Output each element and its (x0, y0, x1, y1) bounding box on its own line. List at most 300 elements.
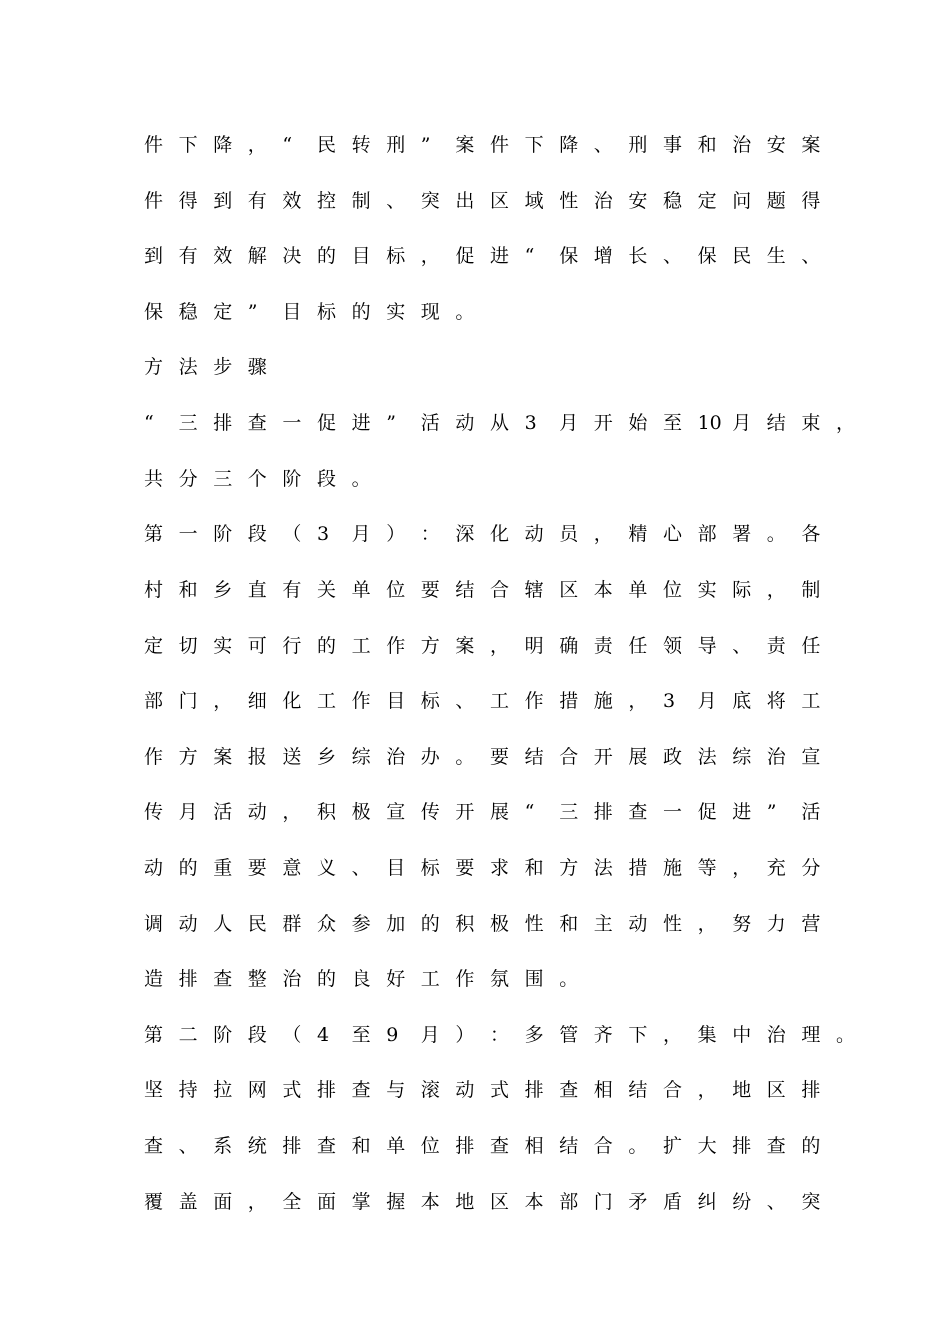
line-glyph: 二 (178, 1024, 198, 1046)
line-glyph: 乡 (317, 746, 337, 768)
line-glyph: 4 (317, 1024, 330, 1046)
line-glyph: 目 (386, 857, 406, 879)
line-glyph: 查 (144, 1135, 164, 1157)
line-glyph: 阶 (282, 468, 302, 490)
line-glyph: 现 (420, 301, 440, 323)
line-glyph: 查 (490, 1135, 510, 1157)
line-glyph: 分 (801, 857, 821, 879)
line-glyph: 施 (663, 857, 683, 879)
line-glyph: 系 (213, 1135, 233, 1157)
line-glyph: 村 (144, 579, 164, 601)
line-glyph: 3 (663, 690, 676, 712)
line-glyph: 治 (386, 746, 406, 768)
line-glyph: 意 (282, 857, 302, 879)
line-glyph: 合 (559, 746, 579, 768)
line-glyph: 3 (524, 412, 537, 434)
line-glyph: 到 (144, 245, 164, 267)
line-glyph: 相 (524, 1135, 544, 1157)
text-line (0, 856, 950, 896)
line-glyph: 细 (247, 690, 267, 712)
line-glyph: 动 (455, 412, 475, 434)
line-glyph: 作 (386, 635, 406, 657)
line-glyph: ） (455, 1024, 475, 1046)
line-glyph: 化 (490, 523, 510, 545)
line-glyph: （ (282, 523, 302, 545)
line-glyph: 查 (351, 1079, 371, 1101)
line-glyph: ： (420, 523, 440, 545)
text-line (0, 912, 950, 952)
line-glyph: 、 (455, 690, 475, 712)
line-glyph: 的 (178, 857, 198, 879)
line-glyph: 中 (732, 1024, 752, 1046)
line-glyph: 治 (732, 134, 752, 156)
line-glyph: 人 (213, 913, 233, 935)
line-glyph: 部 (697, 523, 717, 545)
line-glyph: 持 (178, 1079, 198, 1101)
line-glyph: 、 (801, 245, 821, 267)
line-glyph: 氛 (490, 968, 510, 990)
line-glyph: 治 (593, 190, 613, 212)
line-glyph: 标 (420, 690, 440, 712)
line-glyph: 、 (386, 190, 406, 212)
line-glyph: 盾 (663, 1191, 683, 1213)
line-glyph: 的 (420, 913, 440, 935)
line-glyph: ， (697, 913, 717, 935)
line-glyph: 参 (351, 913, 371, 935)
line-glyph: 查 (317, 1135, 337, 1157)
line-glyph: ） (386, 523, 406, 545)
text-line (0, 578, 950, 618)
line-glyph: 义 (317, 857, 337, 879)
line-glyph: ” (420, 134, 431, 156)
line-glyph: ： (490, 1024, 510, 1046)
line-glyph: 和 (524, 857, 544, 879)
line-glyph: 一 (282, 412, 302, 434)
line-glyph: 至 (663, 412, 683, 434)
line-glyph: 法 (178, 356, 198, 378)
line-glyph: 作 (455, 968, 475, 990)
line-glyph: 有 (247, 190, 267, 212)
line-glyph: 生 (766, 245, 786, 267)
line-glyph: 等 (697, 857, 717, 879)
line-glyph: 安 (766, 134, 786, 156)
line-glyph: 促 (455, 245, 475, 267)
line-glyph: 方 (420, 635, 440, 657)
line-glyph: ” (766, 801, 777, 823)
line-glyph: 政 (663, 746, 683, 768)
line-glyph: 民 (317, 134, 337, 156)
line-glyph: 充 (766, 857, 786, 879)
line-glyph: 的 (317, 635, 337, 657)
line-glyph: 作 (524, 690, 544, 712)
line-glyph: 和 (559, 913, 579, 935)
line-glyph: 安 (628, 190, 648, 212)
line-glyph: 。 (455, 301, 475, 323)
line-glyph: 宣 (801, 746, 821, 768)
line-glyph: 主 (593, 913, 613, 935)
line-glyph: 步 (213, 356, 233, 378)
line-glyph: 目 (282, 301, 302, 323)
line-glyph: ， (247, 134, 267, 156)
line-glyph: 排 (524, 1079, 544, 1101)
line-glyph: 开 (455, 801, 475, 823)
line-glyph: 活 (420, 412, 440, 434)
line-glyph: 题 (766, 190, 786, 212)
line-glyph: 查 (628, 801, 648, 823)
line-glyph: 门 (178, 690, 198, 712)
text-line (0, 467, 950, 507)
line-glyph: 管 (559, 1024, 579, 1046)
line-glyph: 合 (663, 1079, 683, 1101)
line-glyph: 件 (144, 134, 164, 156)
line-glyph: 得 (801, 190, 821, 212)
line-glyph: 可 (247, 635, 267, 657)
line-glyph: 盖 (178, 1191, 198, 1213)
line-glyph: 统 (247, 1135, 267, 1157)
line-glyph: 查 (213, 968, 233, 990)
line-glyph: 、 (593, 134, 613, 156)
line-glyph: 查 (559, 1079, 579, 1101)
line-glyph: ” (247, 301, 258, 323)
line-glyph: 段 (247, 1024, 267, 1046)
line-glyph: ” (386, 412, 396, 434)
line-glyph: 开 (593, 412, 613, 434)
line-glyph: 月 (178, 801, 198, 823)
line-glyph: “ (524, 801, 535, 823)
line-glyph: 本 (524, 1191, 544, 1213)
line-glyph: 精 (628, 523, 648, 545)
line-glyph: 多 (524, 1024, 544, 1046)
line-glyph: 求 (490, 857, 510, 879)
line-glyph: 扩 (663, 1135, 683, 1157)
line-glyph: 工 (801, 690, 821, 712)
line-glyph: 事 (663, 134, 683, 156)
line-glyph: 排 (593, 801, 613, 823)
line-glyph: “ (144, 412, 154, 434)
line-glyph: 。 (628, 1135, 648, 1157)
line-glyph: 。 (455, 746, 475, 768)
line-glyph: 部 (559, 1191, 579, 1213)
line-glyph: 全 (282, 1191, 302, 1213)
line-glyph: 标 (420, 857, 440, 879)
line-glyph: 长 (628, 245, 648, 267)
line-glyph: 一 (178, 523, 198, 545)
line-glyph: 个 (247, 468, 267, 490)
line-glyph: 际 (732, 579, 752, 601)
line-glyph: 结 (559, 1135, 579, 1157)
line-glyph: 本 (420, 1191, 440, 1213)
line-glyph: 实 (697, 579, 717, 601)
line-glyph: 加 (386, 913, 406, 935)
line-glyph: 民 (247, 913, 267, 935)
line-glyph: 展 (628, 746, 648, 768)
line-glyph: ， (420, 245, 440, 267)
line-glyph: 问 (732, 190, 752, 212)
line-glyph: 定 (213, 301, 233, 323)
line-glyph: 滚 (420, 1079, 440, 1101)
text-line (0, 133, 950, 173)
line-glyph: 。 (351, 468, 371, 490)
line-glyph: 动 (144, 857, 164, 879)
line-glyph: 明 (524, 635, 544, 657)
line-glyph: 面 (317, 1191, 337, 1213)
line-glyph: 方 (144, 356, 164, 378)
line-glyph: 位 (663, 579, 683, 601)
line-glyph: 切 (178, 635, 198, 657)
line-glyph: 施 (593, 690, 613, 712)
line-glyph: 工 (490, 690, 510, 712)
line-glyph: 齐 (593, 1024, 613, 1046)
line-glyph: 措 (559, 690, 579, 712)
line-glyph: 月 (559, 412, 579, 434)
line-glyph: 月 (732, 412, 752, 434)
text-line (0, 1078, 950, 1118)
line-glyph: 件 (144, 190, 164, 212)
line-glyph: 作 (144, 746, 164, 768)
line-glyph: 束 (801, 412, 821, 434)
line-glyph: 月 (420, 1024, 440, 1046)
line-glyph: 件 (490, 134, 510, 156)
line-glyph: 方 (178, 746, 198, 768)
line-glyph: 制 (801, 579, 821, 601)
text-line (0, 300, 950, 340)
line-glyph: 三 (178, 412, 198, 434)
line-glyph: 整 (247, 968, 267, 990)
line-glyph: 位 (386, 579, 406, 601)
line-glyph: 定 (144, 635, 164, 657)
line-glyph: 工 (420, 968, 440, 990)
line-glyph: 合 (593, 1135, 613, 1157)
line-glyph: 刑 (628, 134, 648, 156)
line-glyph: ， (490, 635, 510, 657)
line-glyph: 排 (317, 1079, 337, 1101)
line-glyph: 展 (490, 801, 510, 823)
line-glyph: 进 (351, 412, 371, 434)
line-glyph: 网 (247, 1079, 267, 1101)
line-glyph: 三 (213, 468, 233, 490)
line-glyph: 署 (732, 523, 752, 545)
line-glyph: 地 (732, 1079, 752, 1101)
line-glyph: 骤 (247, 356, 267, 378)
line-glyph: 案 (455, 134, 475, 156)
line-glyph: 制 (351, 190, 371, 212)
text-line (0, 967, 950, 1007)
line-glyph: 纠 (697, 1191, 717, 1213)
line-glyph: 矛 (628, 1191, 648, 1213)
line-glyph: ， (593, 523, 613, 545)
line-glyph: 解 (247, 245, 267, 267)
line-glyph: 突 (801, 1191, 821, 1213)
line-glyph: 掌 (351, 1191, 371, 1213)
line-glyph: ， (247, 1191, 267, 1213)
line-glyph: 积 (317, 801, 337, 823)
text-line (0, 1134, 950, 1174)
line-glyph: 至 (351, 1024, 371, 1046)
line-glyph: 效 (282, 190, 302, 212)
line-glyph: 结 (766, 412, 786, 434)
line-glyph: 区 (766, 1079, 786, 1101)
line-glyph: 定 (697, 190, 717, 212)
line-glyph: 进 (732, 801, 752, 823)
line-glyph: 动 (178, 913, 198, 935)
line-glyph: 式 (282, 1079, 302, 1101)
line-glyph: 保 (144, 301, 164, 323)
line-glyph: 领 (663, 635, 683, 657)
line-glyph: 拉 (213, 1079, 233, 1101)
line-glyph: 关 (317, 579, 337, 601)
line-glyph: 区 (559, 579, 579, 601)
line-glyph: 各 (801, 523, 821, 545)
line-glyph: 工 (317, 690, 337, 712)
line-glyph: 相 (593, 1079, 613, 1101)
line-glyph: 的 (351, 301, 371, 323)
text-line (0, 1190, 950, 1230)
line-glyph: 有 (178, 245, 198, 267)
line-glyph: ， (663, 1024, 683, 1046)
line-glyph: 极 (351, 801, 371, 823)
line-glyph: 将 (766, 690, 786, 712)
line-glyph: 要 (247, 857, 267, 879)
line-glyph: 始 (628, 412, 648, 434)
line-glyph: 结 (524, 746, 544, 768)
text-line (0, 634, 950, 674)
line-glyph: 排 (801, 1079, 821, 1101)
line-glyph: 刑 (386, 134, 406, 156)
line-glyph: 动 (247, 801, 267, 823)
line-glyph: 综 (732, 746, 752, 768)
line-glyph: “ (282, 134, 293, 156)
line-glyph: ， (732, 857, 752, 879)
line-glyph: 出 (455, 190, 475, 212)
line-glyph: 的 (801, 1135, 821, 1157)
line-glyph: 降 (213, 134, 233, 156)
line-glyph: 3 (317, 523, 330, 545)
line-glyph: 实 (213, 635, 233, 657)
line-glyph: 动 (524, 523, 544, 545)
line-glyph: 效 (213, 245, 233, 267)
text-line (0, 189, 950, 229)
line-glyph: 要 (455, 857, 475, 879)
line-glyph: 众 (317, 913, 337, 935)
line-glyph: 得 (178, 190, 198, 212)
text-line (0, 1023, 950, 1063)
line-glyph: 到 (213, 190, 233, 212)
line-glyph: 活 (213, 801, 233, 823)
line-glyph: 传 (420, 801, 440, 823)
line-glyph: 下 (524, 134, 544, 156)
line-glyph: 确 (559, 635, 579, 657)
line-glyph: 积 (455, 913, 475, 935)
line-glyph: 结 (455, 579, 475, 601)
line-glyph: 深 (455, 523, 475, 545)
line-glyph: 理 (801, 1024, 821, 1046)
line-glyph: 三 (559, 801, 579, 823)
line-glyph: 共 (144, 468, 164, 490)
line-glyph: 动 (628, 913, 648, 935)
line-glyph: 底 (732, 690, 752, 712)
line-glyph: 和 (351, 1135, 371, 1157)
line-glyph: 月 (697, 690, 717, 712)
line-glyph: 群 (282, 913, 302, 935)
line-glyph: 直 (247, 579, 267, 601)
text-line (0, 411, 950, 451)
line-glyph: 围 (524, 968, 544, 990)
text-line (0, 244, 950, 284)
line-glyph: 治 (766, 1024, 786, 1046)
line-glyph: 月 (351, 523, 371, 545)
line-glyph: 稳 (178, 301, 198, 323)
line-glyph: 任 (801, 635, 821, 657)
line-glyph: 活 (801, 801, 821, 823)
line-glyph: 排 (213, 412, 233, 434)
line-glyph: 、 (766, 1191, 786, 1213)
line-glyph: 合 (490, 579, 510, 601)
line-glyph: 造 (144, 968, 164, 990)
line-glyph: 行 (282, 635, 302, 657)
line-glyph: 要 (490, 746, 510, 768)
line-glyph: 力 (766, 913, 786, 935)
line-glyph: 与 (386, 1079, 406, 1101)
line-glyph: 传 (144, 801, 164, 823)
section-heading (0, 355, 950, 395)
line-glyph: 排 (282, 1135, 302, 1157)
line-glyph: 下 (628, 1024, 648, 1046)
line-glyph: 宣 (386, 801, 406, 823)
line-glyph: 坚 (144, 1079, 164, 1101)
line-glyph: 。 (836, 1024, 856, 1046)
line-glyph: 有 (282, 579, 302, 601)
line-glyph: 极 (490, 913, 510, 935)
line-glyph: 单 (351, 579, 371, 601)
line-glyph: 责 (766, 635, 786, 657)
text-line (0, 522, 950, 562)
line-glyph: 稳 (663, 190, 683, 212)
line-glyph: 分 (178, 468, 198, 490)
line-glyph: 开 (593, 746, 613, 768)
line-glyph: 。 (559, 968, 579, 990)
line-glyph: 保 (559, 245, 579, 267)
line-glyph: 促 (697, 801, 717, 823)
line-glyph: ， (628, 690, 648, 712)
line-glyph: 的 (317, 968, 337, 990)
line-glyph: 化 (282, 690, 302, 712)
line-glyph: 决 (282, 245, 302, 267)
line-glyph: 保 (697, 245, 717, 267)
line-glyph: 心 (663, 523, 683, 545)
line-glyph: 作 (351, 690, 371, 712)
line-glyph: 实 (386, 301, 406, 323)
line-glyph: 办 (420, 746, 440, 768)
line-glyph: 阶 (213, 523, 233, 545)
line-glyph: 本 (593, 579, 613, 601)
line-glyph: 、 (178, 1135, 198, 1157)
line-glyph: 结 (628, 1079, 648, 1101)
line-glyph: 目 (351, 245, 371, 267)
line-glyph: 治 (766, 746, 786, 768)
line-glyph: 段 (317, 468, 337, 490)
line-glyph: 方 (559, 857, 579, 879)
line-glyph: 下 (178, 134, 198, 156)
line-glyph: 工 (351, 635, 371, 657)
line-glyph: 目 (386, 690, 406, 712)
line-glyph: 大 (697, 1135, 717, 1157)
line-glyph: 地 (455, 1191, 475, 1213)
line-glyph: ， (282, 801, 302, 823)
line-glyph: 位 (420, 1135, 440, 1157)
line-glyph: 要 (420, 579, 440, 601)
line-glyph: 性 (663, 913, 683, 935)
line-glyph: 一 (663, 801, 683, 823)
